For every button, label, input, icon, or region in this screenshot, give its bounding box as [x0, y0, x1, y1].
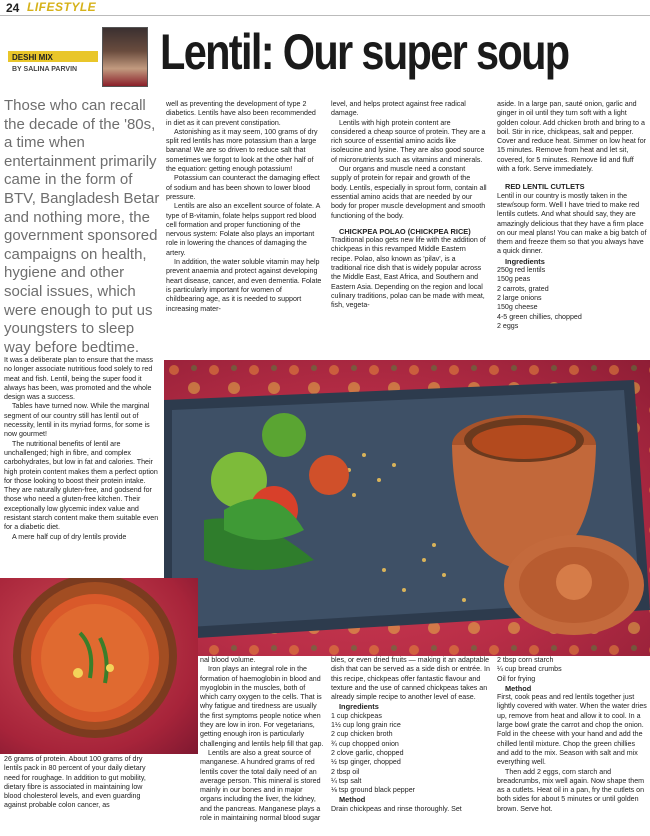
ingredient-item: 2 eggs	[497, 321, 519, 330]
byline: BY SALINA PARVIN	[12, 66, 78, 73]
ingredients-heading: Ingredients	[339, 702, 379, 712]
paragraph: In addition, the water soluble vitamin may help prevent anaemia and protect against developing heart disease, cancer, and even dementia. Folate is particularly important for women of childbearing age, as it is needed to support increasing mater-	[166, 258, 322, 313]
paragraph: Then add 2 eggs, corn starch and breadcrumbs, mix well again. Now shape them as a cutlets. Heat oil in a pan, fry the cutlets on both sides for about 5 minutes or until golden brown. Serve hot.	[497, 767, 645, 813]
column-2-bottom	[200, 656, 324, 823]
soup-photo-illustration	[0, 578, 198, 754]
ingredient-item: 150g cheese	[497, 303, 538, 312]
paragraph: nal blood volume.	[200, 656, 256, 664]
paragraph: It was a deliberate plan to ensure that the mass no longer associate nutritious food solely to red meat and fish. Lentil, being the super food it always has been, was promoted and the whole design was a success.	[4, 356, 154, 402]
page-number: 24	[6, 1, 20, 15]
ingredient-item: 2 carrots, grated	[497, 284, 549, 293]
ingredient-item: 2 cup chicken broth	[331, 730, 393, 739]
ingredients-list	[331, 712, 491, 796]
paragraph: Traditional polao gets new life with the addition of chickpeas in this revamped Middle Eastern recipe. Polao, also known as 'pilav', is a traditional rice dish that is widely popular across the Middle East, East Africa, and Southern and Eastern Asia. Depending on the region and local culinary traditions, polao can be made with meat, fish, vegeta-	[331, 236, 486, 310]
ingredient-item: 250g red lentils	[497, 266, 546, 275]
food-photo-illustration	[164, 360, 650, 656]
author-photo	[102, 27, 148, 87]
paragraph: bles, or even dried fruits — making it an adaptable dish that can be served as a side dish or entrée. In this recipe, chickpeas offer fantastic flavour and texture and the use of canned chickpeas takes an already simple recipe to another level of ease.	[331, 656, 490, 702]
ingredient-item: Oil for frying	[497, 674, 536, 683]
column-tag: DESHI MIX	[12, 53, 53, 62]
paragraph: Lentils are also a great source of manganese. A hundred grams of red lentils cover the total daily need of an average person. This mineral is stored mainly in our bones and in major organs including the liver, the kidney, and the pancreas. Manganese plays a role in maintaining normal blood sugar	[200, 748, 321, 823]
method-heading: Method	[339, 795, 366, 805]
ingredient-item: ¾ cup chopped onion	[331, 739, 399, 748]
paragraph: Drain chickpeas and rinse thoroughly. Set	[331, 804, 462, 813]
paragraph: 26 grams of protein. About 100 grams of dry lentils pack in 80 percent of your daily dietary need for roughage. In addition to gut mobility, dietary fibre is associated in maintaining low blood cholesterol levels, and even guarding against probable colon cancer, as	[4, 755, 146, 810]
ingredient-item: 4-5 green chillies, chopped	[497, 312, 582, 321]
column-2-top	[166, 100, 322, 314]
paragraph: Potassium can counteract the damaging effect of sodium and has been shown to lower blood pressure.	[166, 174, 320, 201]
ingredient-item: ½ tsp ginger, chopped	[331, 758, 401, 767]
section-name: LIFESTYLE	[27, 0, 97, 14]
paragraph: Lentils with high protein content are considered a cheap source of protein. They are a rich source of essential amino acids like isoleucine and lysine. They are also good source of micronutrients such as vitamins and minerals.	[331, 118, 486, 164]
food-photo	[164, 360, 650, 656]
paragraph: aside. In a large pan, sauté onion, garlic and ginger in oil until they turn soft with a light golden colour. Add chicken broth and bring to a boil. Stir in rice, chickpeas, salt and pepper. Cover and reduce heat. Simmer on low heat for 15 minutes. Remove from heat and let sit, covered, for 5 minutes. Remove lid and fluff with a fork. Serve immediately.	[497, 100, 647, 174]
pull-quote: Those who can recall the decade of the '80s, a time when entertainment primarily came in the form of BTV, Bangladesh Betar and nothing more, the government sponsored campaigns on health, hygiene and other social issues, which were enough to put us youngsters to sleep way before bedtime.	[4, 97, 160, 356]
ingredient-item: 150g peas	[497, 275, 531, 284]
method-heading: Method	[505, 683, 532, 693]
ingredient-item: 2 tbsp corn starch	[497, 656, 554, 664]
column-1-bottom	[4, 755, 152, 811]
article-title: Lentil: Our super soup	[160, 24, 569, 80]
header-rule	[0, 15, 650, 16]
ingredient-item: 1 cup chickpeas	[331, 711, 382, 720]
column-3-bottom	[331, 656, 491, 814]
paragraph: Tables have turned now. While the marginal segment of our country still has lentil out of necessity, lentil in its myriad forms, for some is now gourmet!	[4, 402, 150, 439]
paragraph: Lentils are also an excellent source of folate. A type of B-vitamin, folate helps support red blood cell formation and proper functioning of the nervous system: Folate also plays an important role in lowering the chances of damaging the artery.	[166, 202, 320, 257]
paragraph: Iron plays an integral role in the formation of haemoglobin in blood and myoglobin in the muscles, both of which carry oxygen to the cells. That is why fatigue and tiredness are usually the first symptoms people notice when they are low in iron. For vegetarians, getting enough iron is particularly challenging and lentils help fill that gap.	[200, 665, 324, 748]
recipe-title: RED LENTIL CUTLETS	[505, 182, 585, 192]
paragraph: Our organs and muscle need a constant supply of protein for repair and growth of the body. Lentils, especially in sprout form, contain all essential amino acids that are needed by our body for proper muscle development and smooth functioning of the body.	[331, 165, 487, 220]
ingredient-item: ¼ cup bread crumbs	[497, 665, 562, 674]
soup-photo	[0, 578, 198, 754]
column-1-top	[4, 356, 160, 542]
paragraph: Astonishing as it may seem, 100 grams of dry split red lentils has more potassium than a large banana! We are so driven to reduce salt that sometimes we forgot to look at the other half of the equation: getting enough potassium!	[166, 127, 318, 174]
ingredient-item: ⅛ tsp ground black pepper	[331, 786, 415, 795]
paragraph: First, cook peas and red lentils together just lightly covered with water. When the water dries up, remove from heat and allow it to cool. In a large bowl grate the carrot and chop the onion. Fold in the cheese with your hand and add the chilled lentil mixture. Chop the green chillies and add to the mix. Season with salt and mix everything well.	[497, 693, 647, 767]
ingredient-item: ¼ tsp salt	[331, 776, 362, 785]
column-3-top	[331, 100, 487, 311]
ingredient-item: 1½ cup long grain rice	[331, 721, 401, 730]
ingredient-item: 2 large onions	[497, 293, 542, 302]
ingredients-list	[497, 656, 647, 684]
ingredient-item: 2 clove garlic, chopped	[331, 748, 404, 757]
paragraph: well as preventing the development of type 2 diabetics. Lentils have also been recommended in diet as it can prevent constipation.	[166, 100, 316, 127]
paragraph: A mere half cup of dry lentils provide	[12, 532, 127, 541]
column-4-bottom	[497, 656, 647, 814]
ingredients-list	[497, 266, 647, 331]
ingredients-heading: Ingredients	[505, 256, 545, 266]
column-4-top	[497, 100, 647, 331]
ingredient-item: 2 tbsp oil	[331, 767, 360, 776]
recipe-title: CHICKPEA POLAO (CHICKPEA RICE)	[339, 226, 471, 236]
paragraph: Lentil in our country is mostly taken in the stew/soup form. Well I have tried to make red lentils cutlets. And what should say, they are amazingly delicious that they have a firm place on our meal plans! You can make a big batch of them and freeze them so that you always have a quick dinner.	[497, 191, 647, 256]
paragraph: level, and helps protect against free radical damage.	[331, 100, 466, 118]
paragraph: The nutritional benefits of lentil are unchallenged; high in fibre, and complex carbohydrates, but low in fat and calories. Their high protein content makes them a perfect option for those looking to boost their protein intake. They are naturally gluten-free, and godsend for those who need a gluten-free kitchen. Their exceptionally low glycemic index value and resistant starch content make them suitable even for a diabetic diet.	[4, 439, 159, 532]
